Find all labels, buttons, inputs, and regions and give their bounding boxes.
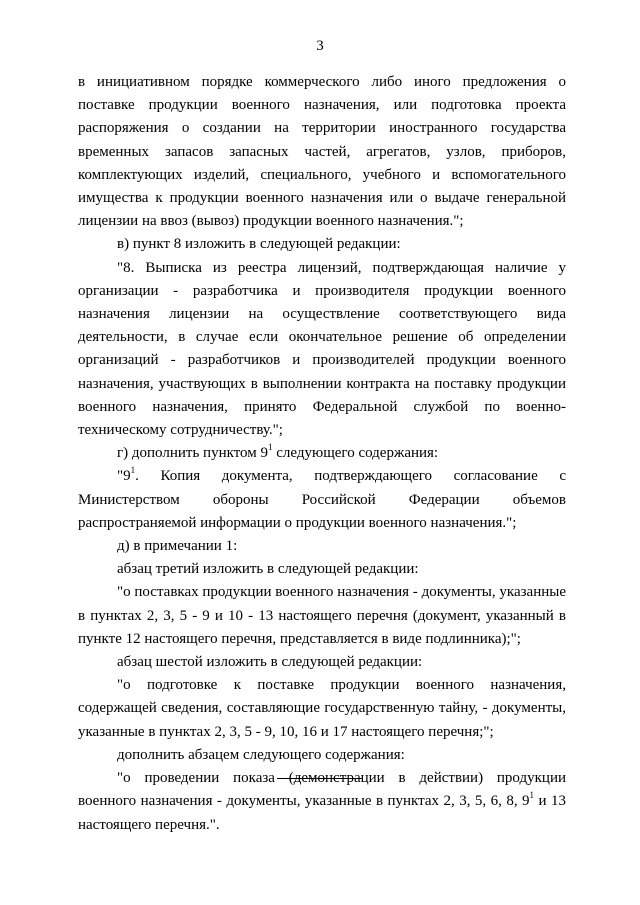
paragraph-item-g	[78, 442, 566, 465]
item-g-text-end: следующего содержания:	[272, 445, 439, 462]
paragraph-add-abzac-intro: дополнить абзацем следующего содержания:	[117, 746, 405, 763]
document-body	[78, 71, 566, 837]
paragraph-abzac-3-text: "о поставках продукции военного назначения - документы, указанные в пунктах 2, 3, 5 - 9 и 10 - 13 настоящего перечня (документ, указанный в пункте 12 настоящего перечня, представляется в виде подлинника);";	[78, 584, 566, 647]
paragraph-abzac-6-intro: абзац шестой изложить в следующей редакции:	[117, 654, 423, 671]
item-g-text: г) дополнить пунктом 9	[117, 445, 269, 462]
paragraph-item-d: д) в примечании 1:	[117, 538, 238, 555]
superscript: 1	[130, 465, 136, 476]
paragraph-abzac-6-text: "о подготовке к поставке продукции военного назначения, содержащей сведения, составляющие государственную тайну, - документы, указанные в пунктах 2, 3, 5 - 9, 10, 16 и 17 настоящего перечня;";	[78, 677, 566, 740]
paragraph-item-v: в) пункт 8 изложить в следующей редакции:	[117, 236, 401, 253]
point-9-1-text: . Копия документа, подтверждающего согласование с Министерством обороны Российской Федерации объемов распространяемой информации о продукции военного назначения.";	[78, 468, 566, 531]
add-abzac-text: "о проведении показа (демонстрации в действии) продукции военного назначения - документы, указанные в пунктах 2, 3, 5, 6, 8, 9	[78, 770, 566, 810]
closing-rule	[277, 778, 363, 779]
paragraph-point-9-1	[78, 465, 566, 535]
add-abzac-text-end: и 13 настоящего перечня.".	[78, 793, 566, 833]
paragraph-continuation: в инициативном порядке коммерческого либо иного предложения о поставке продукции военного назначения, или подготовка проекта распоряжения о создании на территории иностранного государства временных запасов запасных частей, агрегатов, узлов, приборов, комплектующих изделий, специального, учебного и вспомогательного имущества к продукции военного назначения или о выдаче генеральной лицензии на ввоз (вывоз) продукции военного назначения.";	[78, 74, 566, 230]
page-number: 3	[316, 38, 324, 54]
paragraph-abzac-3-intro: абзац третий изложить в следующей редакции:	[117, 561, 419, 578]
paragraph-point-8: "8. Выписка из реестра лицензий, подтверждающая наличие у организации - разработчика и производителя продукции военного назначения лицензии на осуществление соответствующего вида деятельности, в случае если окончательное решение об определении организаций - разработчиков и производителей продукции военного назначения, участвующих в выполнении контракта на поставку продукции военного назначения, принято Федеральной службой по военно-техническому сотрудничеству.";	[78, 259, 566, 439]
point-9-1-number: "9	[117, 468, 131, 485]
superscript: 1	[529, 790, 535, 801]
superscript: 1	[268, 442, 273, 453]
